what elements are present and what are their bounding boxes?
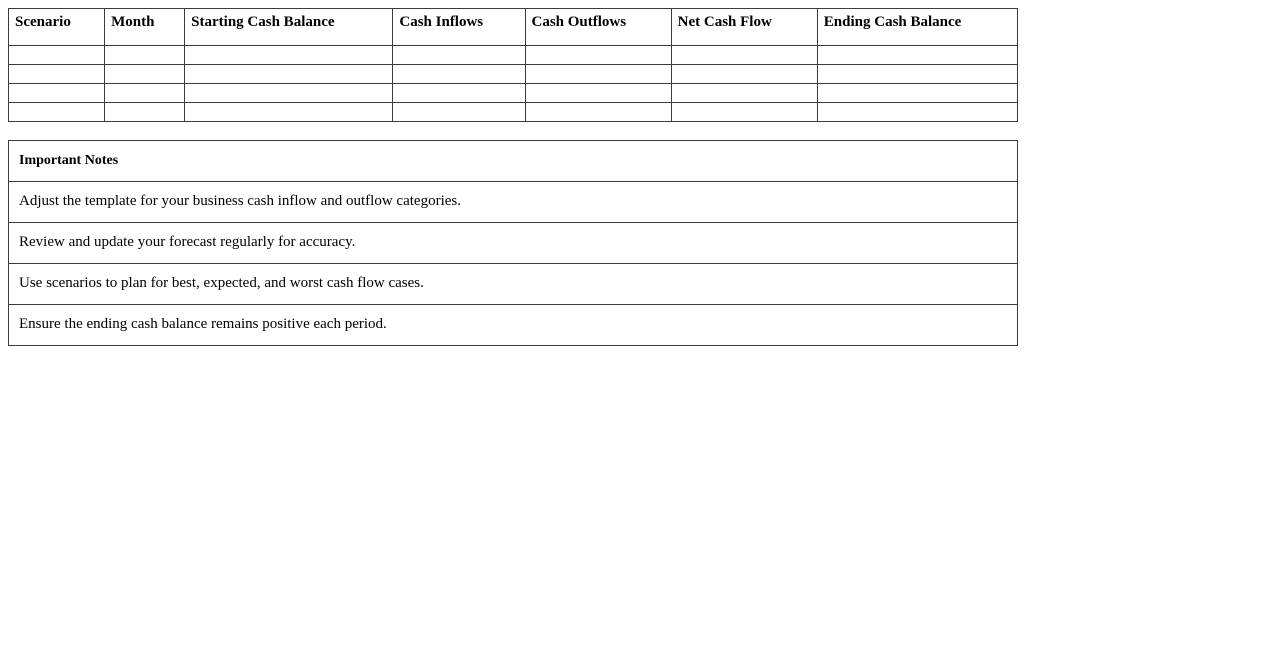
cell-starting-cash-balance[interactable] xyxy=(185,103,393,122)
column-header-month: Month xyxy=(105,9,185,46)
cell-net-cash-flow[interactable] xyxy=(671,84,817,103)
cell-starting-cash-balance[interactable] xyxy=(185,46,393,65)
cell-cash-outflows[interactable] xyxy=(525,46,671,65)
notes-header-row xyxy=(9,141,1018,182)
column-header-ending-cash-balance: Ending Cash Balance xyxy=(817,9,1017,46)
cell-ending-cash-balance[interactable] xyxy=(817,65,1017,84)
table-header-row xyxy=(9,9,1018,46)
important-notes-table xyxy=(8,140,1018,346)
list-item xyxy=(9,305,1018,346)
cell-net-cash-flow[interactable] xyxy=(671,103,817,122)
cell-month[interactable] xyxy=(105,84,185,103)
cell-cash-outflows[interactable] xyxy=(525,65,671,84)
note-item-text: Adjust the template for your business cash inflow and outflow categories. xyxy=(9,182,1018,223)
cell-cash-inflows[interactable] xyxy=(393,46,525,65)
column-header-net-cash-flow: Net Cash Flow xyxy=(671,9,817,46)
cell-cash-outflows[interactable] xyxy=(525,103,671,122)
list-item xyxy=(9,223,1018,264)
notes-header-label: Important Notes xyxy=(9,141,1018,182)
column-header-scenario: Scenario xyxy=(9,9,105,46)
cell-month[interactable] xyxy=(105,65,185,84)
table-row xyxy=(9,46,1018,65)
cell-cash-inflows[interactable] xyxy=(393,65,525,84)
cell-scenario[interactable] xyxy=(9,46,105,65)
cell-scenario[interactable] xyxy=(9,65,105,84)
cash-flow-forecast-table xyxy=(8,8,1018,122)
note-item-text: Review and update your forecast regularly for accuracy. xyxy=(9,223,1018,264)
table-row xyxy=(9,65,1018,84)
table-spacer xyxy=(8,122,1270,140)
cell-scenario[interactable] xyxy=(9,103,105,122)
column-header-starting-cash-balance: Starting Cash Balance xyxy=(185,9,393,46)
cell-cash-outflows[interactable] xyxy=(525,84,671,103)
cell-net-cash-flow[interactable] xyxy=(671,46,817,65)
list-item xyxy=(9,264,1018,305)
note-item-text: Use scenarios to plan for best, expected, and worst cash flow cases. xyxy=(9,264,1018,305)
table-row xyxy=(9,103,1018,122)
column-header-cash-inflows: Cash Inflows xyxy=(393,9,525,46)
cell-ending-cash-balance[interactable] xyxy=(817,84,1017,103)
cell-starting-cash-balance[interactable] xyxy=(185,65,393,84)
note-item-text: Ensure the ending cash balance remains positive each period. xyxy=(9,305,1018,346)
cell-scenario[interactable] xyxy=(9,84,105,103)
table-row xyxy=(9,84,1018,103)
cell-cash-inflows[interactable] xyxy=(393,84,525,103)
cell-ending-cash-balance[interactable] xyxy=(817,103,1017,122)
cell-starting-cash-balance[interactable] xyxy=(185,84,393,103)
cell-cash-inflows[interactable] xyxy=(393,103,525,122)
cell-ending-cash-balance[interactable] xyxy=(817,46,1017,65)
column-header-cash-outflows: Cash Outflows xyxy=(525,9,671,46)
list-item xyxy=(9,182,1018,223)
cell-month[interactable] xyxy=(105,46,185,65)
cell-month[interactable] xyxy=(105,103,185,122)
cell-net-cash-flow[interactable] xyxy=(671,65,817,84)
